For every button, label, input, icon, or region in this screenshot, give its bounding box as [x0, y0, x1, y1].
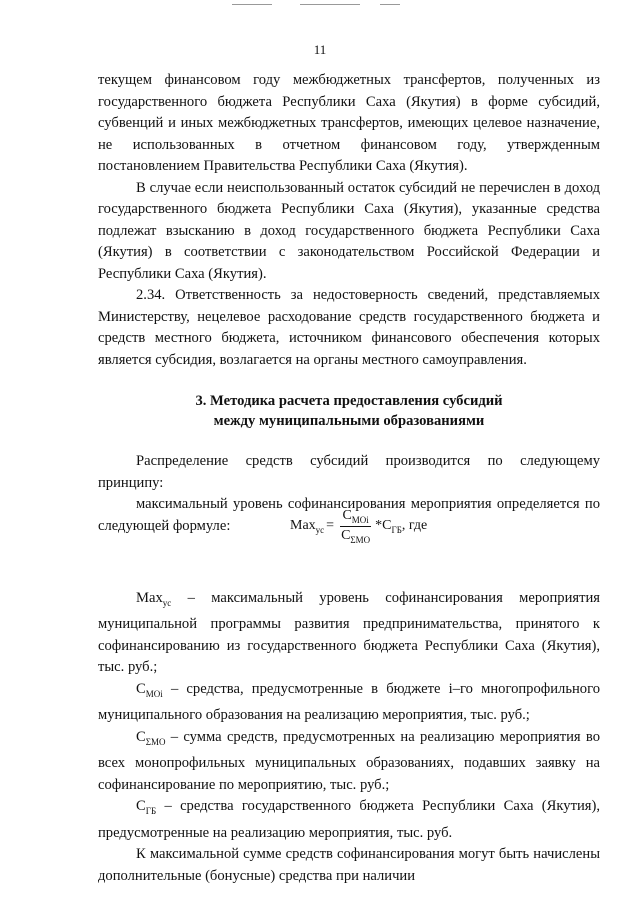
definition-max: Max$_{ус}$ – максимальный уровень софинансирования мероприятия муниципальной программы развития предпринимательства, принятого к софинансированию из государственного бюджета Республики Саха (Якутия), тыс. руб.; [98, 590, 600, 676]
definition-cmoi: $C_{MOi}$ – средства, предусмотренные в бюджете i–го многопрофильного муниципального образования на реализацию мероприятия, тыс. руб.; [98, 680, 600, 724]
paragraph: максимальный уровень софинансирования мероприятия определяется по следующей формуле: [98, 496, 600, 534]
page-number: 11 [313, 42, 327, 57]
formula-equals: = [326, 518, 335, 534]
formula-numerator: $C_{MOi}$ [342, 508, 369, 525]
formula [290, 508, 427, 545]
formula-lhs: Max$_{ус}$ [290, 517, 325, 535]
section-heading-line1: 3. Методика расчета предоставления субсидий [195, 393, 503, 409]
scan-artifact [380, 4, 400, 5]
paragraph: текущем финансовом году межбюджетных трансфертов, полученных из государственного бюджета Республики Саха (Якутия) в форме субсидий, субвенций и иных межбюджетных трансфертов, имеющих целевое назначение, не использованных в отчетном финансовом году, утвержденным постановлением Правительства Республики Саха (Якутия). [98, 72, 600, 174]
formula-denominator: $C_{\Sigma MO}$ [341, 527, 371, 545]
definition-cgb: $C_{ГБ}$ – средства государственного бюджета Республики Саха (Якутия), предусмотренные на реализацию мероприятия, тыс. руб. [98, 798, 600, 841]
paragraph: В случае если неиспользованный остаток субсидий не перечислен в доход государственного бюджета Республики Саха (Якутия), указанные средства подлежат взысканию в доход государственного бюджета Республики Саха (Якутия) в соответствии с законодательством Российской Федерации и Республики Саха (Якутия). [98, 179, 600, 282]
formula-times: * [375, 518, 383, 534]
body-text-top [98, 70, 600, 537]
scan-artifact [300, 4, 360, 5]
section-heading-line2: между муниципальными образованиями [213, 413, 485, 429]
formula-suffix: , где [401, 518, 428, 534]
definition-csummo: $C_{\Sigma MO}$ – сумма средств, предусмотренных на реализацию мероприятия во всех монопрофильных муниципальных образованиях, подавших заявку на софинансирование по мероприятию, тыс. руб.; [98, 728, 600, 793]
body-text-bottom [98, 588, 600, 887]
scan-artifact [232, 4, 272, 5]
formula-factor: $C_{ГБ}$ [382, 517, 402, 535]
paragraph: К максимальной сумме средств софинансирования могут быть начислены дополнительные (бонусные) средства при наличии [98, 846, 600, 884]
paragraph: Распределение средств субсидий производится по следующему принципу: [98, 453, 600, 491]
formula-fraction [339, 508, 372, 545]
paragraph: 2.34. Ответственность за недостоверность сведений, представляемых Министерству, нецелевое расходование средств государственного бюджета и средств местного бюджета, источником финансового обеспечения которых является субсидия, возлагается на органы местного самоуправления. [98, 287, 600, 368]
